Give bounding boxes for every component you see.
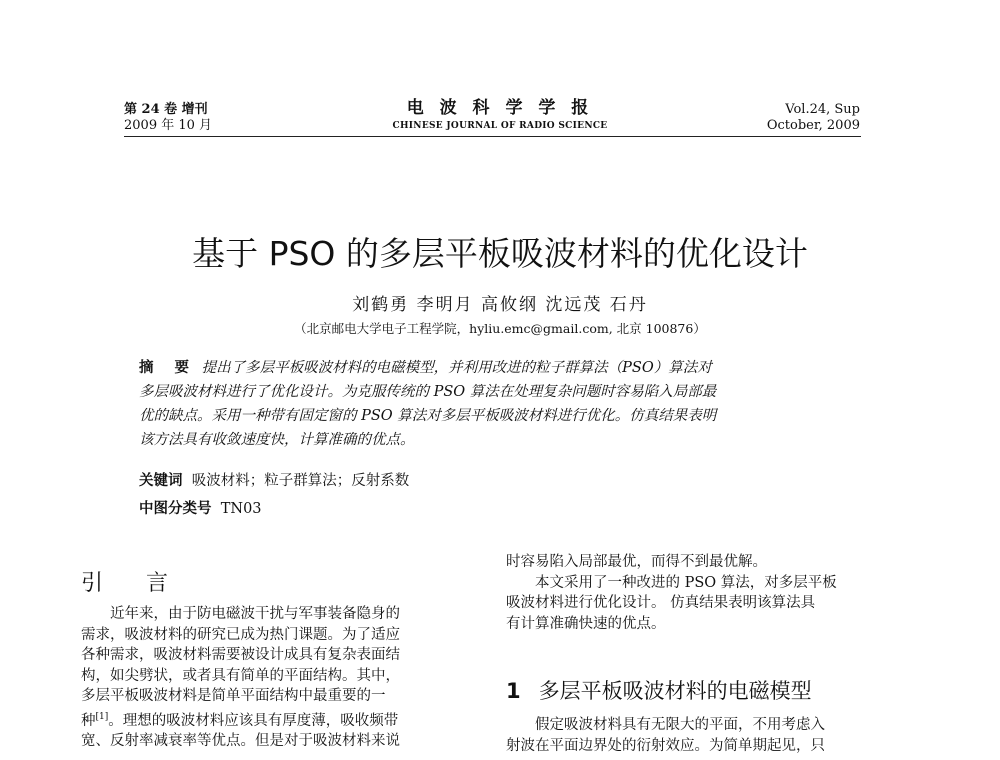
section-title: 多层平板吸波材料的电磁模型 <box>538 679 812 703</box>
keywords-label: 关键词 <box>139 473 183 489</box>
abstract-line: 多层吸波材料进行了优化设计。为克服传统的 PSO 算法在处理复杂问题时容易陷入局部最 <box>139 384 717 400</box>
body-line: 多层平板吸波材料是简单平面结构中最重要的一 <box>81 688 386 704</box>
intro-heading: 引 言 <box>81 571 186 596</box>
abstract-text: 提出了多层平板吸波材料的电磁模型，并利用改进的粒子群算法（PSO）算法对 <box>201 360 712 376</box>
classification-value: TN03 <box>220 501 262 517</box>
abstract-line <box>139 356 854 380</box>
body-line: 需求，吸波材料的研究已成为热门课题。为了适应 <box>81 626 400 643</box>
body-line: 有计算准确快速的优点。 <box>506 615 666 632</box>
journal-name-en: CHINESE JOURNAL OF RADIO SCIENCE <box>392 121 608 131</box>
section-number: 1 <box>506 679 521 703</box>
keywords <box>139 469 409 490</box>
body-line: 时容易陷入局部最优，而得不到最优解。 <box>506 554 767 570</box>
citation: [1] <box>95 711 109 722</box>
body-line: 假定吸波材料具有无限大的平面，不用考虑入 <box>506 717 825 733</box>
running-header-right <box>720 102 860 134</box>
body-line: 吸波材料进行优化设计。 仿真结果表明该算法具 <box>506 595 816 611</box>
date-en: October, 2009 <box>766 118 860 133</box>
body-line <box>81 707 400 731</box>
body-line: 各种需求，吸波材料需要被设计成具有复杂表面结 <box>81 647 400 663</box>
body-text: 种 <box>81 712 96 729</box>
volume-issue: 第 24 卷 增刊 <box>124 102 208 117</box>
affiliation: （北京邮电大学电子工程学院，hyliu.emc@gmail.com, 北京 100876） <box>294 321 706 336</box>
section-1-heading <box>506 675 812 705</box>
publication-date: 2009 年 10 月 <box>124 118 213 133</box>
section-1-body <box>506 715 825 756</box>
abstract-label: 摘 要 <box>139 360 198 376</box>
header-rule <box>124 136 861 137</box>
author-list: 刘鹤勇 李明月 高攸纲 沈远茂 石丹 <box>352 295 648 315</box>
volume-en: Vol.24, Sup <box>785 102 860 117</box>
abstract-line: 优的缺点。采用一种带有固定窗的 PSO 算法对多层平板吸波材料进行优化。仿真结果表明 <box>139 408 717 424</box>
intro-body <box>81 604 400 751</box>
classification-label: 中图分类号 <box>139 501 212 517</box>
abstract <box>139 356 854 452</box>
classification <box>139 497 262 518</box>
body-line: 宽、反射率减衰率等优点。但是对于吸波材料来说 <box>81 732 400 749</box>
right-column-text <box>506 552 837 634</box>
running-header-left <box>124 102 212 134</box>
body-line: 本文采用了一种改进的 PSO 算法，对多层平板 <box>506 574 837 591</box>
paper-title: 基于 PSO 的多层平板吸波材料的优化设计 <box>192 234 808 273</box>
journal-name-cn: 电 波 科 学 学 报 <box>406 98 594 118</box>
body-line: 构，如尖劈状，或者具有简单的平面结构。其中， <box>81 667 400 684</box>
keywords-value: 吸波材料；粒子群算法；反射系数 <box>191 473 410 489</box>
body-text: 。理想的吸波材料应该具有厚度薄，吸收频带 <box>108 712 399 729</box>
journal-masthead <box>350 97 650 133</box>
body-line: 射波在平面边界处的衍射效应。为简单期起见，只 <box>506 737 825 754</box>
abstract-line: 该方法具有收敛速度快，计算准确的优点。 <box>139 432 415 448</box>
body-line: 近年来，由于防电磁波干扰与军事装备隐身的 <box>81 606 400 622</box>
